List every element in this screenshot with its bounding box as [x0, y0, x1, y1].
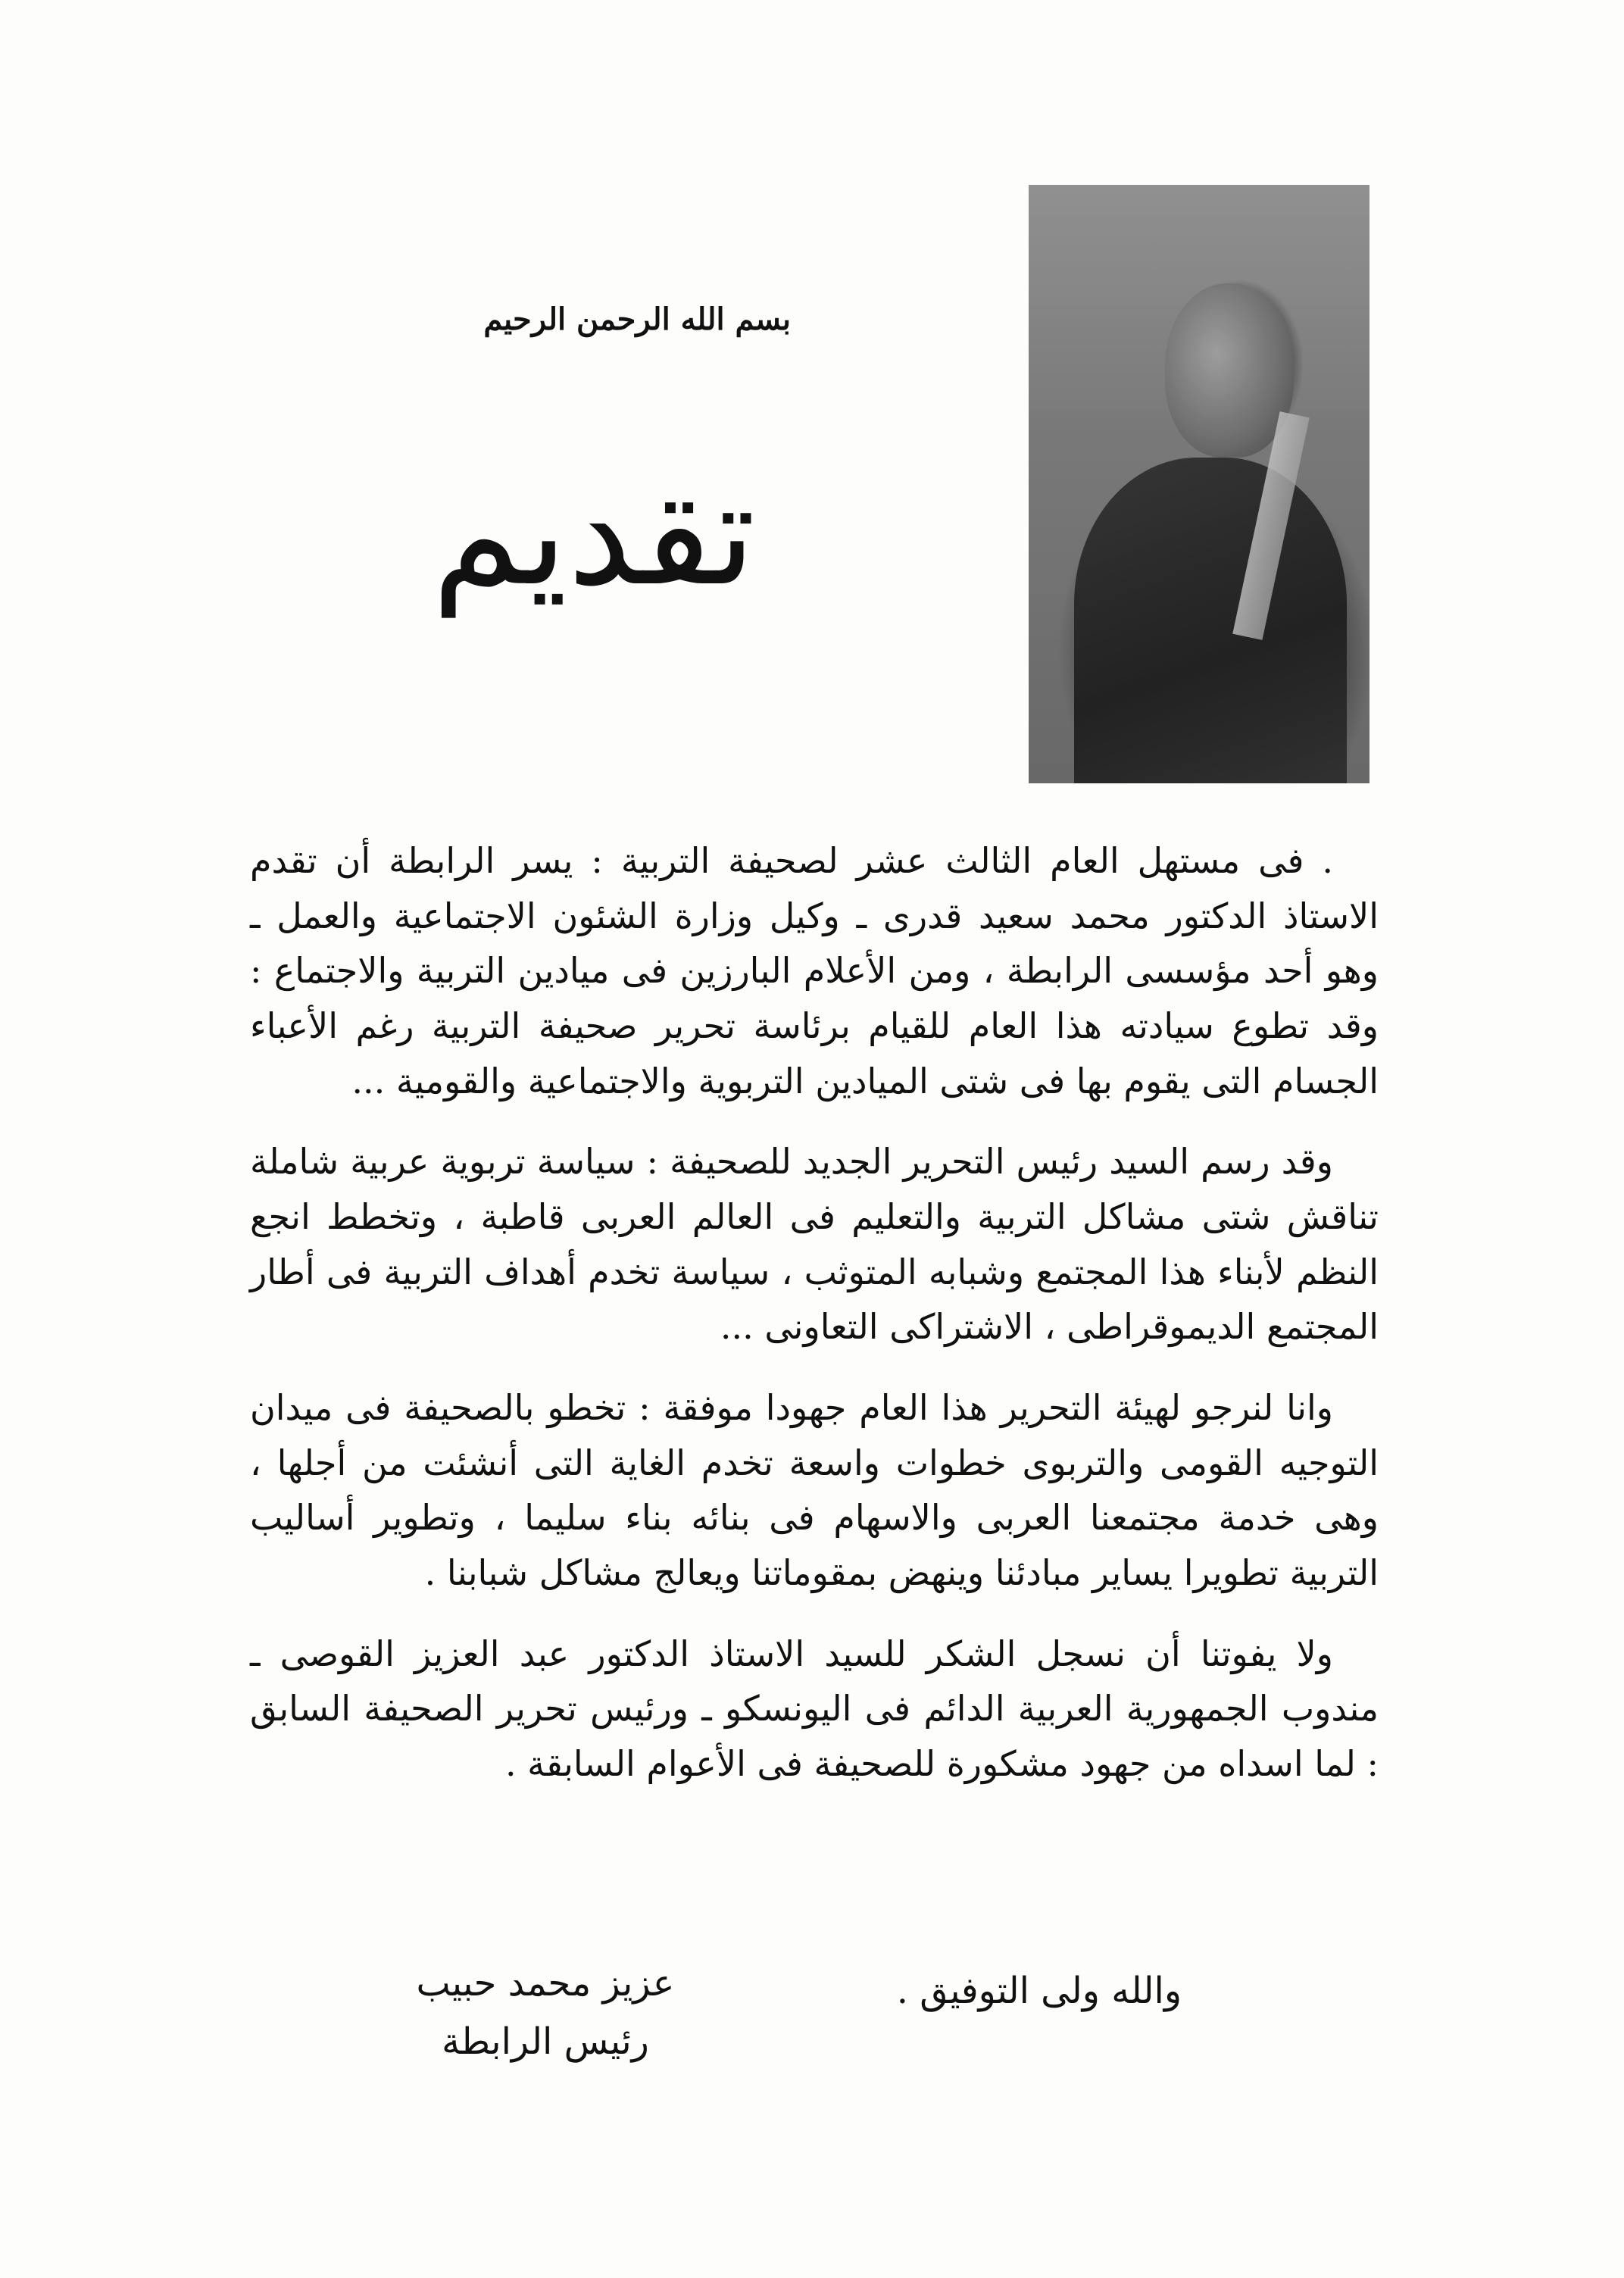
portrait-suit: [1074, 458, 1347, 783]
signature-name: عزيز محمد حبيب: [416, 1962, 675, 2005]
paragraph-1: . فى مستهل العام الثالث عشر لصحيفة التربية : يسر الرابطة أن تقدم الاستاذ الدكتور محمد سعيد قدرى ـ وكيل وزارة الشئون الاجتماعية والعمل ـ وهو أحد مؤسسى الرابطة ، ومن الأعلام البارزين فى ميادين التربية والاجتماع : وقد تطوع سيادته هذا العام للقيام برئاسة تحرير صحيفة التربية رغم الأعباء الجسام التى يقوم بها فى شتى الميادين التربوية والاجتماعية والقومية ...: [250, 840, 1379, 1102]
paragraph-4: ولا يفوتنا أن نسجل الشكر للسيد الاستاذ الدكتور عبد العزيز القوصى ـ مندوب الجمهورية العربية الدائم فى اليونسكو ـ ورئيس تحرير الصحيفة السابق : لما اسداه من جهود مشكورة للصحيفة فى الأعوام السابقة .: [250, 1633, 1379, 1785]
signature-block: [364, 1955, 727, 2071]
signature-role: رئيس الرابطة: [442, 2020, 649, 2063]
portrait-photo: [1029, 185, 1369, 783]
page-title: تقديم: [431, 450, 757, 617]
body-text: [250, 833, 1379, 1817]
basmala-heading: بسم الله الرحمن الرحيم: [483, 302, 791, 337]
paragraph-3: وانا لنرجو لهيئة التحرير هذا العام جهودا موفقة : تخطو بالصحيفة فى ميدان التوجيه القومى والتربوى خطوات واسعة تخدم الغاية التى أنشئت من أجلها ، وهى خدمة مجتمعنا العربى والاسهام فى بنائه بناء سليما ، وتطوير أساليب التربية تطويرا يساير مبادئنا وينهض بمقوماتنا ويعالج مشاكل شبابنا .: [250, 1387, 1379, 1594]
paragraph-2: وقد رسم السيد رئيس التحرير الجديد للصحيفة : سياسة تربوية عربية شاملة تناقش شتى مشاكل التربية والتعليم فى العالم العربى قاطبة ، وتخطط انجع النظم لأبناء هذا المجتمع وشبابه المتوثب ، سياسة تخدم أهداف التربية فى أطار المجتمع الديموقراطى ، الاشتراكى التعاونى ...: [250, 1141, 1379, 1348]
closing-line: والله ولى التوفيق .: [896, 1970, 1182, 2012]
portrait-face: [1165, 283, 1294, 458]
